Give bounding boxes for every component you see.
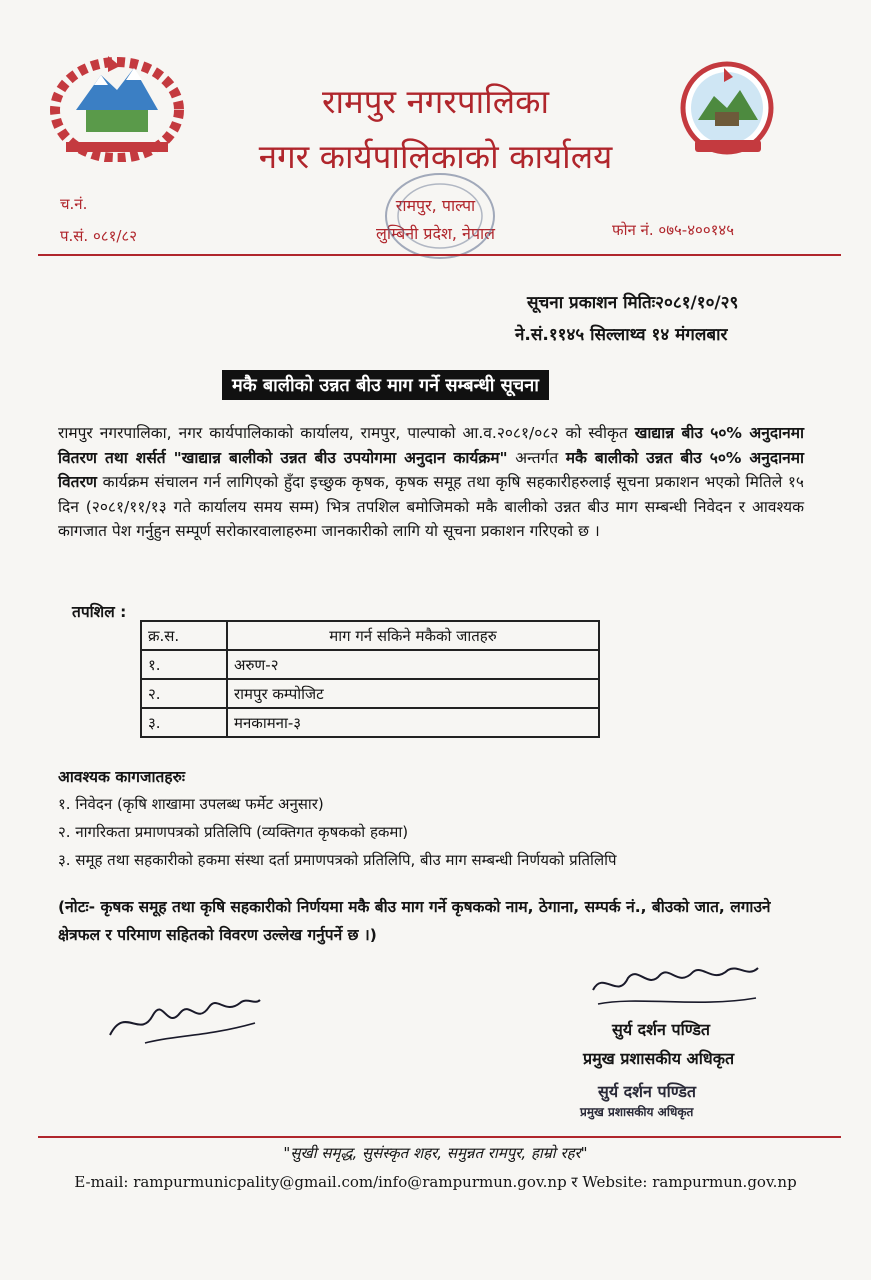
signatory-title: प्रमुख प्रशासकीय अधिकृत [583,1049,735,1068]
pa-sa-number: प.सं. ०८१/८२ [60,227,138,245]
table-header-row [141,621,599,650]
table-row [141,708,599,737]
office-address-line2: लुम्बिनी प्रदेश, नेपाल [375,224,496,243]
office-address-line1: रामपुर, पाल्पा [395,196,476,215]
signatory-stamp-name: सुर्य दर्शन पण्डित [598,1082,697,1101]
table-cell: अरुण-२ [227,650,599,679]
tapashil-label: तपशिल : [72,603,127,621]
table-cell: रामपुर कम्पोजिट [227,679,599,708]
handwritten-signature-left [105,985,265,1055]
publication-date: सूचना प्रकाशन मितिः२०८१/१०/२९ [527,293,739,313]
requirement-item: २. नागरिकता प्रमाणपत्रको प्रतिलिपि (व्यक्तिगत कृषकको हकमा) [58,823,409,841]
table-header-cell: क्र.स. [141,621,227,650]
body-part1: रामपुर नगरपालिका, नगर कार्यपालिकाको कार्यालय, रामपुर, पाल्पाको आ.व.२०८१/०८२ को स्वीकृत [58,424,628,442]
table-cell: मनकामना-३ [227,708,599,737]
handwritten-signature-right [588,960,763,1015]
variety-table [140,620,600,738]
footer-contact: E-mail: rampurmunicpality@gmail.com/info@rampurmun.gov.np र Website: rampurmun.gov.np [74,1173,797,1191]
body-part3: कार्यक्रम संचालन गर्न लागिएको हुँदा इच्छुक कृषक, कृषक समूह तथा कृषि सहकारीहरुलाई सूचना प्रकाशन भएको मितिले १५ दिन (२०८१/११/१३ गते कार्यालय समय सम्म) भित्र तपशिल बमोजिमको मकै बालीको उन्नत बीउ माग सम्बन्धी निवेदन र आवश्यक कागजात पेश गर्नुहुन सम्पूर्ण सरोकारवालाहरुमा जानकारीको लागि यो सूचना प्रकाशन गरिएको छ । [58,473,804,540]
notice-subject: मकै बालीको उन्नत बीउ माग गर्ने सम्बन्धी सूचना [222,370,549,400]
body-part1-bold: खाद्यान्न बीउ ५०% अनुदानमा वितरण तथा शर्सर्त "खाद्यान्न बालीको उन्नत बीउ उपयोगमा अनुदान कार्यक्रम" [58,424,804,467]
table-cell: २. [141,679,227,708]
body-part2: अन्तर्गत [515,448,559,467]
requirement-item: ३. समूह तथा सहकारीको हकमा संस्था दर्ता प्रमाणपत्रको प्रतिलिपि, बीउ माग सम्बन्धी निर्णयको प्रतिलिपि [58,851,617,869]
signatory-stamp-title: प्रमुख प्रशासकीय अधिकृत [580,1105,694,1119]
table-cell: १. [141,650,227,679]
office-name: नगर कार्यपालिकाको कार्यालय [258,137,613,176]
office-stamp [380,168,500,268]
signatory-name: सुर्य दर्शन पण्डित [612,1020,711,1039]
table-cell: ३. [141,708,227,737]
body-part2-bold: मकै बालीको उन्नत बीउ ५०% अनुदानमा वितरण [58,448,804,491]
footer-motto: "सुखी समृद्ध, सुसंस्कृत शहर, समुन्नत रामपुर, हाम्रो रहर" [283,1144,588,1162]
header-divider [38,254,841,256]
nepal-sambat-date: ने.सं.११४५ सिल्लाथ्व १४ मंगलबार [515,325,728,345]
requirement-item: १. निवेदन (कृषि शाखामा उपलब्ध फर्मेट अनुसार) [58,795,324,813]
notice-body [58,421,804,544]
cha-no: च.नं. [60,195,88,213]
table-row [141,650,599,679]
municipality-name: रामपुर नगरपालिका [321,82,549,121]
table-header-cell: माग गर्न सकिने मकैको जातहरु [227,621,599,650]
note-text: (नोटः- कृषक समूह तथा कृषि सहकारीको निर्णयमा मकै बीउ माग गर्ने कृषकको नाम, ठेगाना, सम्पर्क नं., बीउको जात, लगाउने क्षेत्रफल र परिमाण सहितको विवरण उल्लेख गर्नुपर्ने छ ।) [58,898,771,944]
footer-divider [38,1136,841,1138]
phone-number: फोन नं. ०७५-४००१४५ [612,221,735,239]
table-row [141,679,599,708]
requirements-heading: आवश्यक कागजातहरुः [58,768,185,786]
